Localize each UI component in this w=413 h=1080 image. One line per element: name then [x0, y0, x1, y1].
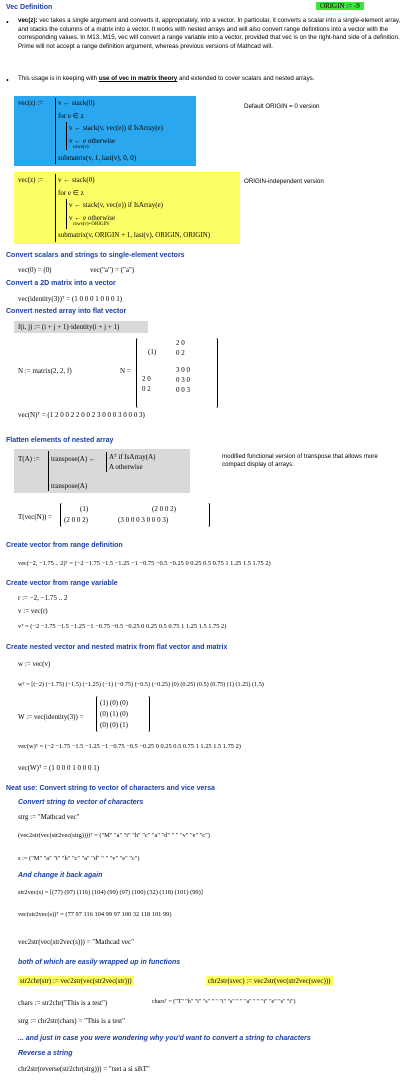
- math-line: s := ("M" "a" "t" "h" "c" "a" "d" " " "v" "e" "c"): [18, 855, 140, 862]
- math-line: r := −2, −1.75 .. 2: [18, 594, 68, 602]
- math-line: wᵀ = [(−2) (−1.75) (−1.5) (−1.25) (−1) (−0.75) (−0.5) (−0.25) (0) (0.25) (0.5) (0.75) (1) (1.25) (1.5): [18, 681, 264, 688]
- def1-lhs: vec(z) :=: [18, 99, 44, 107]
- math-line: vec(0) = (0): [18, 266, 52, 274]
- math-line: chr2str(reverse(str2chr(strg))) = "tset a si sihT": [18, 1065, 150, 1073]
- math-line: N =: [120, 367, 131, 375]
- def2-note: ORIGIN-independent version: [244, 178, 324, 185]
- def2-line: for e ∈ z: [58, 189, 84, 197]
- math-line: vec("a") = ("a"): [90, 266, 135, 274]
- math-line: vec(N)ᵀ = (1 2 0 0 2 2 0 0 2 3 0 0 0 3 0 0 0 3): [18, 411, 145, 419]
- section-subheading: And change it back again: [18, 872, 103, 879]
- matrix-cell: (2 0 0 2): [152, 505, 176, 513]
- program-bar: [55, 98, 56, 164]
- section-heading: Create vector from range definition: [6, 542, 123, 549]
- def2-line: v ← stack(v, vec(e)) if IsArray(e): [69, 201, 163, 209]
- math-line: Aᵀ if IsArray(A): [109, 453, 156, 461]
- intro-paragraph-2: [18, 75, 406, 84]
- t-definition-box: [14, 449, 190, 493]
- bullet-icon: •: [6, 76, 9, 85]
- math-line: T(A) :=: [18, 455, 40, 463]
- matrix-cell: (1): [148, 348, 157, 356]
- math-line: strg := "Mathcad vec": [18, 813, 80, 821]
- matrix-row: (1) (0) (0): [100, 699, 128, 707]
- math-line: N := matrix(2, 2, f): [18, 367, 72, 375]
- intro-paragraph: [18, 17, 406, 51]
- page-title: Vec Definition: [6, 4, 53, 11]
- intro-text: vec takes a single argument and converts it, appropriately, into a vector. In particular, it converts a scalar into a single-element array, and stacks the columns of a matrix into a vector. It works with nested arrays and will also convert range definitions into a vector with the corresponding values. In M13..M15, vec will convert a range variable into a vector, provided that vec is on the right-hand side of a definition. Prime will not accept a range definition argument, whereas previous versions of Mathcad will.: [18, 17, 401, 50]
- math-line: v := vec(r): [18, 607, 48, 615]
- math-line: vec(−2, −1.75 .. 2)ᵀ = (−2 −1.75 −1.5 −1.25 −1 −0.75 −0.5 −0.25 0 0.25 0.5 0.75 1 1.25 1.5 1.75 2): [18, 560, 271, 567]
- math-line: chars := str2chr("This is a test"): [18, 999, 108, 1007]
- math-line: f(i, j) := (i + j + 1)·identity(i + j + 1): [18, 323, 120, 331]
- def2-subscript: rows(v)+ORIGIN: [73, 222, 109, 227]
- origin-label: ORIGIN := -9: [316, 2, 364, 10]
- math-line: strg := chr2str(chars) = "This is a test": [18, 1017, 125, 1025]
- math-line: T(vec(N)) =: [18, 513, 53, 521]
- program-bar: [106, 452, 107, 472]
- section-subheading: Reverse a string: [18, 1050, 73, 1057]
- math-line: vec(W)ᵀ = (1 0 0 0 1 0 0 0 1): [18, 764, 100, 772]
- matrix-cell: 2 0: [142, 375, 151, 383]
- matrix-cell: (1): [80, 505, 89, 513]
- chr2str-definition: chr2str(svec) := vec2str(vec(str2vec(svec))): [208, 977, 331, 985]
- program-bar: [66, 199, 67, 229]
- matrix-cell: 3 0 0: [176, 366, 190, 374]
- math-line: charsᵀ = ("T" "h" "i" "s" " " "i" "s" " " "a" " " "t" "e" "s" "t"): [152, 999, 296, 1005]
- def1-line: v ← e otherwise: [69, 137, 116, 145]
- matrix-row: (0) (0) (1): [100, 721, 128, 729]
- def2-line: submatrix(v, ORIGIN + 1, last(v), ORIGIN, ORIGIN): [58, 231, 211, 239]
- intro-text-2b: and extended to cover scalars and nested arrays.: [177, 75, 315, 82]
- def1-line: for e ∈ z: [58, 112, 84, 120]
- math-line: vec2str(vec(str2vec(s))) = "Mathcad vec": [18, 938, 134, 946]
- math-line: vec(identity(3))ᵀ = (1 0 0 0 1 0 0 0 1): [18, 295, 123, 303]
- def1-note: Default ORIGIN = 0 version: [244, 103, 320, 110]
- section-heading: Convert a 2D matrix into a vector: [6, 280, 116, 287]
- section-subheading: Convert string to vector of characters: [18, 799, 144, 806]
- math-line: vec(w)ᵀ = (−2 −1.75 −1.5 −1.25 −1 −0.75 −0.5 −0.25 0 0.25 0.5 0.75 1 1.25 1.5 1.75 2): [18, 743, 241, 750]
- vec-matrix-theory-link[interactable]: use of vec in matrix theory: [98, 75, 178, 82]
- section-heading: Flatten elements of nested array: [6, 437, 114, 444]
- math-line: transpose(A) ←: [51, 455, 96, 463]
- intro-text-2a: This usage is in keeping with: [18, 75, 99, 82]
- math-line: vec(str2vec(s))ᵀ = (77 97 116 104 99 97 100 32 118 101 99): [18, 911, 172, 918]
- section-heading: Neat use: Convert string to vector of characters and vice versa: [6, 785, 215, 792]
- def1-line: submatrix(v, 1, last(v), 0, 0): [58, 154, 137, 162]
- matrix-cell: 0 2: [176, 349, 185, 357]
- program-bar: [66, 122, 67, 150]
- math-line: transpose(A): [51, 482, 88, 490]
- section-heading: Convert nested array into flat vector: [6, 308, 127, 315]
- def1-line: v ← stack(0): [58, 99, 95, 107]
- bullet-icon: •: [6, 18, 9, 27]
- program-bar: [48, 451, 49, 491]
- t-note: modified functional version of transpose that allows more compact display of arrays.: [222, 453, 378, 468]
- matrix-cell: 0 3 0: [176, 376, 190, 384]
- math-line: w := vec(v): [18, 660, 51, 668]
- intro-vec-term: vec(z):: [18, 17, 38, 24]
- def2-line: v ← e otherwise: [69, 214, 116, 222]
- matrix-cell: 0 0 3: [176, 386, 190, 394]
- def2-line: v ← stack(0): [58, 176, 95, 184]
- str2chr-definition: str2chr(str) := vec2str(vec(str2vec(str))): [20, 977, 132, 985]
- section-heading: Create vector from range variable: [6, 580, 118, 587]
- section-subheading: both of which are easily wrapped up in functions: [18, 959, 181, 966]
- matrix-cell: 2 0: [176, 339, 185, 347]
- matrix-cell: (3 0 0 0 3 0 0 0 3): [118, 516, 169, 524]
- def1-subscript: rows(v): [73, 145, 89, 150]
- math-line: W := vec(identity(3)) =: [18, 713, 84, 721]
- def1-line: v ← stack(v, vec(e)) if IsArray(e): [69, 124, 163, 132]
- matrix-row: (0) (1) (0): [100, 710, 128, 718]
- matrix-cell: 0 2: [142, 385, 151, 393]
- section-subheading: ... and just in case you were wondering why you'd want to convert a string to characters: [18, 1035, 311, 1042]
- matrix-cell: (2 0 0 2): [64, 516, 88, 524]
- program-bar: [55, 174, 56, 242]
- math-line: vᵀ = (−2 −1.75 −1.5 −1.25 −1 −0.75 −0.5 −0.25 0 0.25 0.5 0.75 1 1.25 1.5 1.75 2): [18, 623, 227, 630]
- section-heading: Create nested vector and nested matrix from flat vector and matrix: [6, 644, 228, 651]
- math-line: str2vec(s) = [(77) (97) (116) (104) (99) (97) (100) (32) (118) (101) (99)]: [18, 889, 203, 896]
- math-line: (vec2str(vec(str2vec(strg))))ᵀ = ("M" "a" "t" "h" "c" "a" "d" " " "v" "e" "c"): [18, 832, 210, 839]
- math-line: A otherwise: [109, 463, 143, 471]
- def2-lhs: vec(z) :=: [18, 176, 44, 184]
- section-heading: Convert scalars and strings to single-element vectors: [6, 252, 185, 259]
